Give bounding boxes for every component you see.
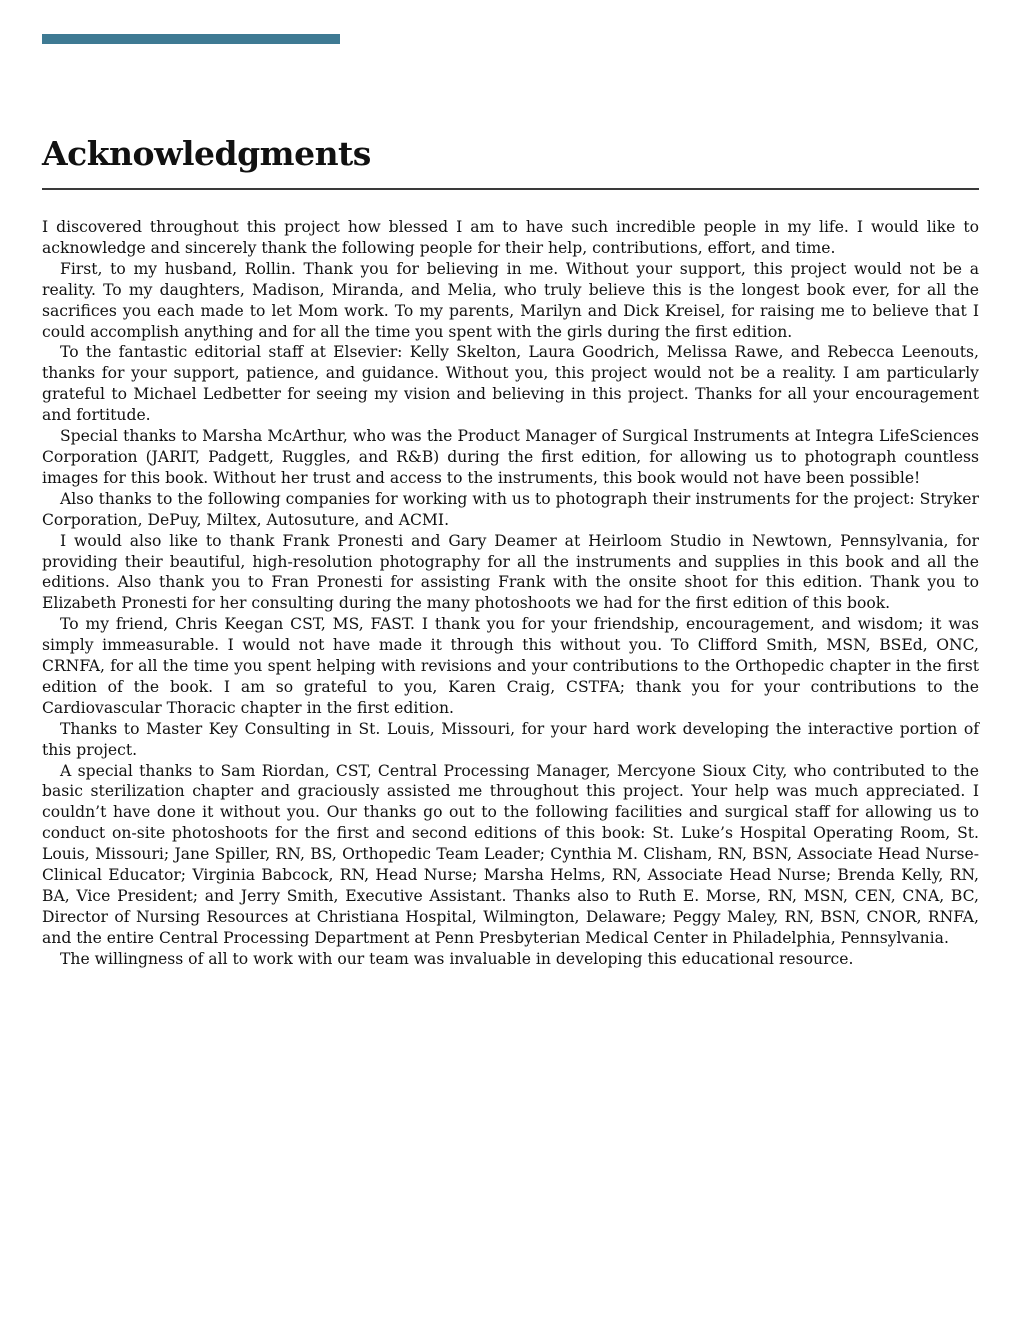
paragraph-contributors: To my friend, Chris Keegan CST, MS, FAST. I thank you for your friendship, encouragement, and wisdom; it was simply immeasurable. I would not have made it through this without you. To Clifford Smith, MSN, BSEd, ONC, CRNFA, for all the time you spent helping with revisions and your contributions to the Orthopedic chapter in the first edition of the book. I am so grateful to you, Karen Craig, CSTFA; thank you for your contributions to the Cardiovascular Thoracic chapter in the first edition. (42, 615, 979, 717)
paragraph-family: First, to my husband, Rollin. Thank you for believing in me. Without your support, this project would not be a reality. To my daughters, Madison, Miranda, and Melia, who truly believe this is the longest book ever, for all the sacrifices you each made to let Mom work. To my parents, Marilyn and Dick Kreisel, for raising me to believe that I could accomplish anything and for all the time you spent with the girls during the first edition. (42, 259, 979, 341)
paragraph-companies: Also thanks to the following companies for working with us to photograph their instruments for the project: Stryker Corporation, DePuy, Miltex, Autosuture, and ACMI. (42, 489, 979, 529)
page-title: Acknowledgments (42, 134, 371, 173)
chapter-accent-bar (42, 34, 340, 44)
paragraph-photography: I would also like to thank Frank Pronesti and Gary Deamer at Heirloom Studio in Newtown, Pennsylvania, for providing their beautiful, high-resolution photography for all the instruments and supplies in this book and all the editions. Also thank you to Fran Pronesti for assisting Frank with the onsite shoot for this edition. Thank you to Elizabeth Pronesti for her consulting during the many photoshoots we had for the first edition of this book. (42, 531, 979, 613)
paragraph-intro: I discovered throughout this project how blessed I am to have such incredible people in my life. I would like to acknowledge and sincerely thank the following people for their help, contributions, effort, and time. (42, 218, 979, 257)
paragraph-facilities: A special thanks to Sam Riordan, CST, Central Processing Manager, Mercyone Sioux City, who contributed to the basic sterilization chapter and graciously assisted me throughout this project. Your help was much appreciated. I couldn’t have done it without you. Our thanks go out to the following facilities and surgical staff for allowing us to conduct on-site photoshoots for the first and second editions of this book: St. Luke’s Hospital Operating Room, St. Louis, Missouri; Jane Spiller, RN, BS, Orthopedic Team Leader; Cynthia M. Clisham, RN, BSN, Associate Head Nurse-Clinical Educator; Virginia Babcock, RN, Head Nurse; Marsha Helms, RN, Associate Head Nurse; Brenda Kelly, RN, BA, Vice President; and Jerry Smith, Executive Assistant. Thanks also to Ruth E. Morse, RN, MSN, CEN, CNA, BC, Director of Nursing Resources at Christiana Hospital, Wilmington, Delaware; Peggy Maley, RN, BSN, CNOR, RNFA, and the entire Central Processing Department at Penn Presbyterian Medical Center in Philadelphia, Pennsylvania. (42, 761, 979, 947)
acknowledgments-body (42, 217, 979, 970)
paragraph-closing: The willingness of all to work with our team was invaluable in developing this educational resource. (60, 949, 854, 968)
paragraph-master-key: Thanks to Master Key Consulting in St. Louis, Missouri, for your hard work developing the interactive portion of this project. (42, 719, 979, 759)
title-divider (42, 188, 979, 190)
paragraph-integra: Special thanks to Marsha McArthur, who was the Product Manager of Surgical Instruments at Integra LifeSciences Corporation (JARIT, Padgett, Ruggles, and R&B) during the first edition, for allowing us to photograph countless images for this book. Without her trust and access to the instruments, this book would not have been possible! (42, 427, 979, 487)
paragraph-editorial-staff: To the fantastic editorial staff at Elsevier: Kelly Skelton, Laura Goodrich, Melissa Rawe, and Rebecca Leenouts, thanks for your support, patience, and guidance. Without you, this project would not be a reality. I am particularly grateful to Michael Ledbetter for seeing my vision and believing in this project. Thanks for all your encouragement and fortitude. (42, 343, 979, 425)
